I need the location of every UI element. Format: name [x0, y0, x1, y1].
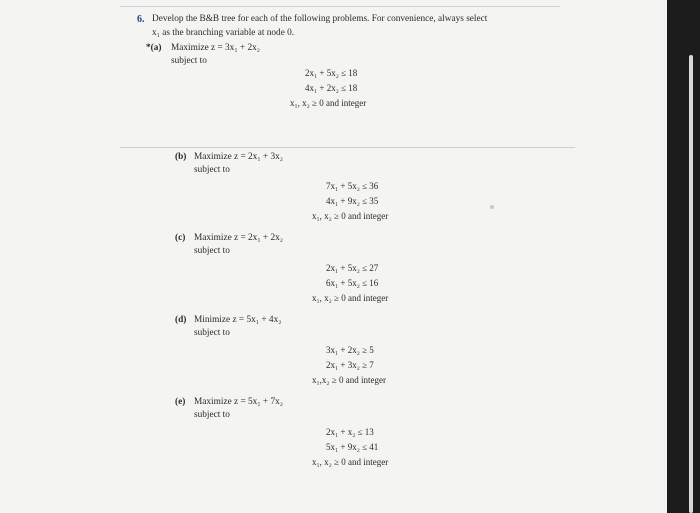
part-e-label: (e): [175, 397, 186, 407]
part-c-subject: subject to: [194, 246, 230, 256]
top-rule: [120, 6, 560, 7]
part-a-label: *(a): [146, 43, 162, 53]
part-d-constraint-1: 3x₁ + 2x₂ ≥ 5: [326, 345, 374, 355]
part-e-constraint-3: x₁, x₂ ≥ 0 and integer: [312, 457, 389, 467]
part-d-constraint-3: x₁,x₂ ≥ 0 and integer: [312, 375, 386, 385]
part-b-constraint-3: x₁, x₂ ≥ 0 and integer: [312, 211, 389, 221]
part-c-label: (c): [175, 233, 186, 243]
part-e-constraint-2: 5x₁ + 9x₂ ≤ 41: [326, 442, 379, 452]
part-c-constraint-3: x₁, x₂ ≥ 0 and integer: [312, 293, 389, 303]
part-b-subject: subject to: [194, 165, 230, 175]
part-e-constraint-1: 2x₁ + x₂ ≤ 13: [326, 427, 374, 437]
part-a-constraint-3: x₁, x₂ ≥ 0 and integer: [290, 98, 367, 108]
problem-intro-line1: Develop the B&B tree for each of the following problems. For convenience, always select: [152, 14, 488, 24]
part-c-objective: Maximize z = 2x₁ + 2x₂: [194, 233, 284, 243]
part-d-objective: Minimize z = 5x₁ + 4x₂: [194, 315, 282, 325]
part-d-constraint-2: 2x₁ + 3x₂ ≥ 7: [326, 360, 374, 370]
part-a-constraint-2: 4x₁ + 2x₂ ≤ 18: [305, 83, 358, 93]
part-b-constraint-2: 4x₁ + 9x₂ ≤ 35: [326, 196, 379, 206]
part-c-constraint-2: 6x₁ + 5x₂ ≤ 16: [326, 278, 379, 288]
part-e-objective: Maximize z = 5x₁ + 7x₂: [194, 397, 284, 407]
section-divider: [120, 147, 575, 148]
problem-number: 6.: [137, 14, 145, 25]
part-d-subject: subject to: [194, 328, 230, 338]
scan-mark: [490, 205, 494, 209]
viewer-margin: [667, 0, 700, 513]
part-a-constraint-1: 2x₁ + 5x₂ ≤ 18: [305, 68, 358, 78]
part-a-subject: subject to: [171, 56, 207, 66]
vertical-scrollbar[interactable]: [689, 55, 693, 513]
part-b-objective: Maximize z = 2x₁ + 3x₂: [194, 152, 284, 162]
part-a-objective: Maximize z = 3x₁ + 2x₂: [171, 43, 261, 53]
problem-intro-line2: x₁ as the branching variable at node 0.: [152, 28, 295, 38]
part-e-subject: subject to: [194, 410, 230, 420]
part-b-label: (b): [175, 152, 187, 162]
part-b-constraint-1: 7x₁ + 5x₂ ≤ 36: [326, 181, 379, 191]
part-c-constraint-1: 2x₁ + 5x₂ ≤ 27: [326, 263, 379, 273]
part-d-label: (d): [175, 315, 187, 325]
